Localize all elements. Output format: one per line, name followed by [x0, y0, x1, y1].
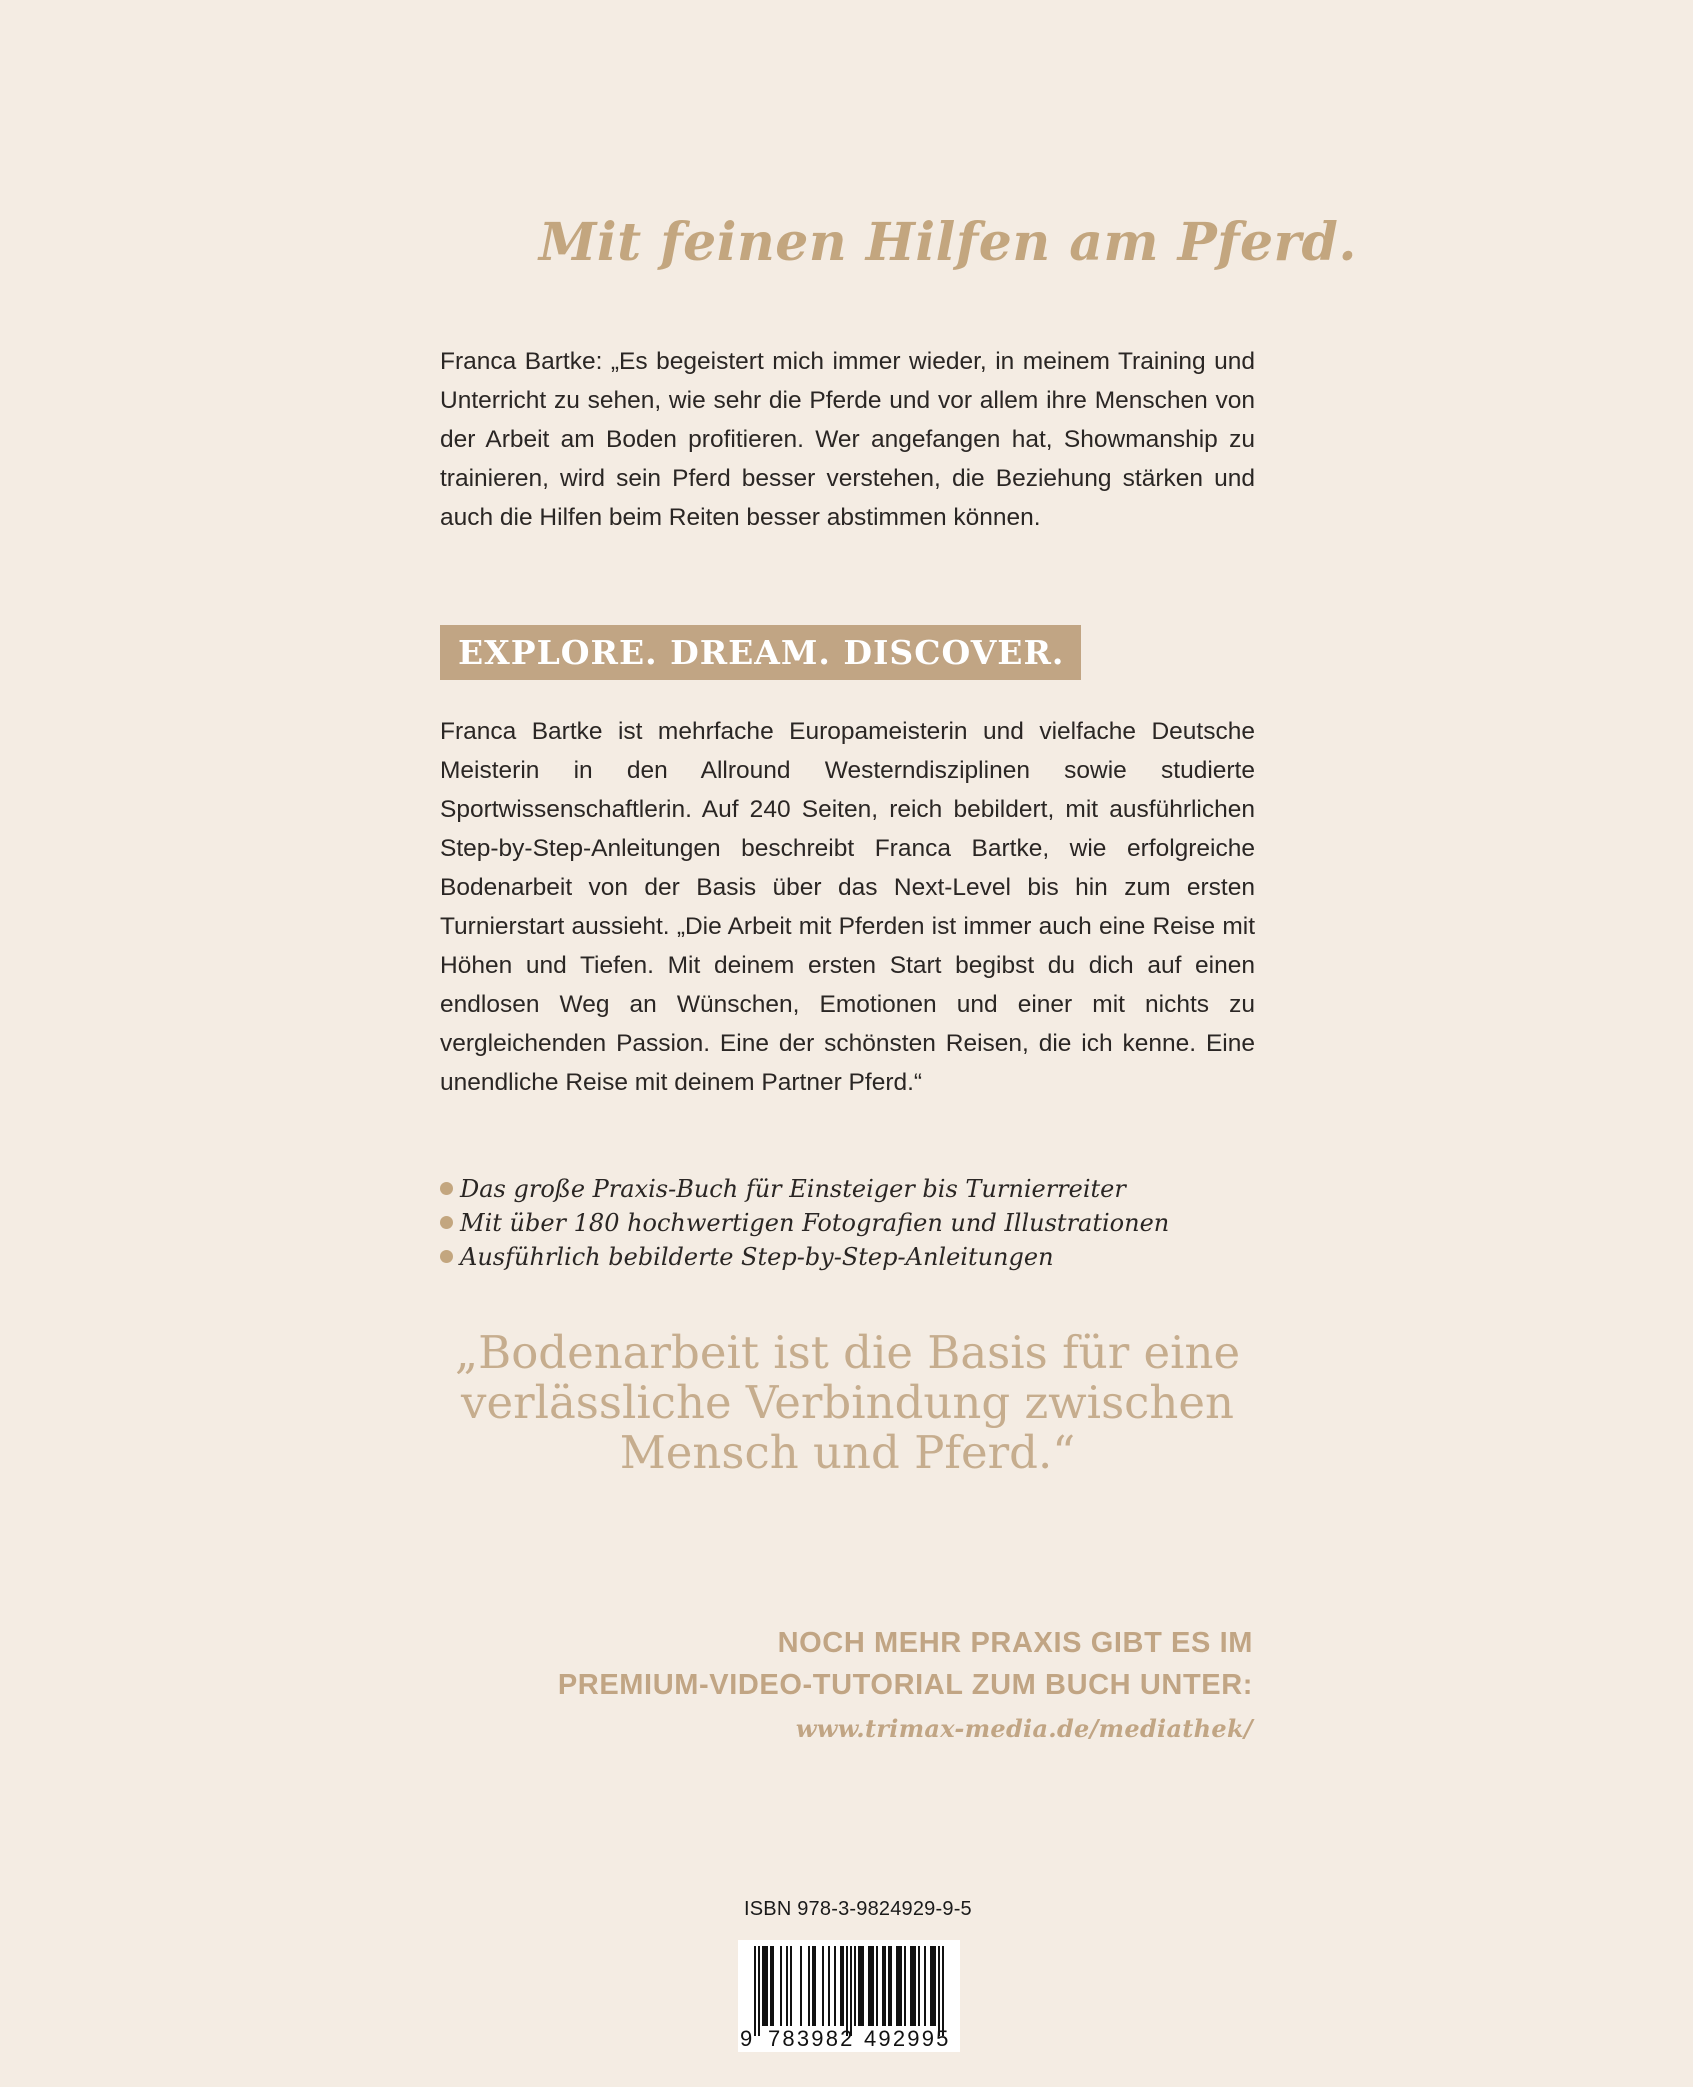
isbn-label: ISBN 978-3-9824929-9-5	[744, 1898, 972, 1920]
barcode-bar	[754, 1946, 756, 2036]
barcode-bar	[858, 1946, 860, 2026]
barcode-bar	[762, 1946, 764, 2026]
barcode-bar	[918, 1946, 920, 2026]
bullet-dot-icon	[440, 1250, 453, 1263]
barcode-bar	[910, 1946, 912, 2026]
barcode-bar	[822, 1946, 824, 2026]
feature-item-text: Mit über 180 hochwertigen Fotografien und Illustrationen	[460, 1209, 1170, 1237]
video-tutorial-callout	[558, 1622, 1253, 1750]
barcode-bar	[876, 1946, 878, 2026]
barcode-left-digits: 783982	[768, 2026, 855, 2051]
barcode-bar	[884, 1946, 886, 2026]
barcode-bar	[860, 1946, 862, 2026]
barcode-bar	[770, 1946, 772, 2026]
barcode-bar	[868, 1946, 870, 2026]
barcode-bar	[812, 1946, 814, 2026]
bullet-dot-icon	[440, 1216, 453, 1229]
barcode-bar	[882, 1946, 884, 2026]
barcode-bar	[932, 1946, 934, 2026]
barcode-bar	[854, 1946, 856, 2026]
barcode-bar	[896, 1946, 898, 2026]
bullet-dot-icon	[440, 1182, 453, 1195]
barcode-bar	[814, 1946, 816, 2026]
intro-quote-paragraph: Franca Bartke: „Es begeistert mich immer wieder, in meinem Training und Unterricht zu sehen, wie sehr die Pferde und vor allem ihre Menschen von der Arbeit am Boden profitieren. Wer angefangen hat, Showmanship zu trainieren, wird sein Pferd besser verstehen, die Beziehung stärken und auch die Hilfen beim Reiten besser abstimmen können.	[440, 348, 1255, 531]
barcode-bar	[758, 1946, 760, 2036]
barcode-right-digits: 492995	[864, 2026, 951, 2051]
barcode-bar	[828, 1946, 830, 2026]
author-description-paragraph: Franca Bartke ist mehrfache Europameisterin und vielfache Deutsche Meisterin in den Allround Westerndisziplinen sowie studierte Sportwissenschaftlerin. Auf 240 Seiten, reich bebildert, mit ausführlichen Step-by-Step-Anleitungen beschreibt Franca Bartke, wie erfolgreiche Bodenarbeit von der Basis über das Next-Level bis hin zum ersten Turnierstart aussieht. „Die Arbeit mit Pferden ist immer auch eine Reise mit Höhen und Tiefen. Mit deinem ersten Start begibst du dich auf einen endlosen Weg an Wünschen, Emotionen und einer mit nichts zu vergleichenden Passion. Eine der schönsten Reisen, die ich kenne. Eine unendliche Reise mit deinem Partner Pferd.“	[440, 718, 1255, 1096]
mediathek-link[interactable]: www.trimax-media.de/mediathek/	[795, 1714, 1253, 1743]
barcode-bar	[800, 1946, 802, 2026]
barcode-bar	[786, 1946, 788, 2026]
barcode-bar	[914, 1946, 916, 2026]
barcode-bar	[808, 1946, 810, 2026]
barcode-bar	[842, 1946, 844, 2026]
barcode-digits	[738, 2026, 960, 2052]
barcode-bar	[834, 1946, 836, 2026]
barcode-bar	[772, 1946, 774, 2026]
barcode-bar	[898, 1946, 900, 2026]
barcode-bar	[938, 1946, 940, 2036]
callout-line-1: NOCH MEHR PRAXIS GIBT ES IM	[777, 1627, 1253, 1659]
barcode-bar	[872, 1946, 874, 2026]
feature-item-text: Das große Praxis-Buch für Einsteiger bis Turnierreiter	[460, 1175, 1126, 1203]
barcode-bar	[890, 1946, 892, 2026]
pull-quote: „Bodenarbeit ist die Basis für eine verlässliche Verbindung zwischen Mensch und Pferd.“	[454, 1326, 1241, 1479]
tagline: Mit feinen Hilfen am Pferd.	[538, 212, 1357, 273]
barcode-bar	[934, 1946, 936, 2026]
banner-slogan: EXPLORE. DREAM. DISCOVER.	[440, 625, 1081, 680]
callout-line-2: PREMIUM-VIDEO-TUTORIAL ZUM BUCH UNTER:	[557, 1669, 1253, 1701]
barcode-bar	[942, 1946, 944, 2036]
barcode-bar	[888, 1946, 890, 2026]
barcode-bar	[912, 1946, 914, 2026]
barcode-bar	[780, 1946, 782, 2026]
barcode-bar	[790, 1946, 792, 2026]
barcode-bar	[840, 1946, 842, 2026]
barcode	[738, 1940, 960, 2052]
feature-item	[440, 1172, 1169, 1206]
barcode-first-digit: 9	[740, 2026, 753, 2051]
barcode-bar	[900, 1946, 902, 2026]
feature-item	[440, 1206, 1169, 1240]
barcode-bar	[846, 1946, 848, 2036]
barcode-bar	[924, 1946, 926, 2026]
barcode-bar	[862, 1946, 864, 2026]
barcode-bar	[766, 1946, 768, 2026]
barcode-bar	[850, 1946, 852, 2036]
barcode-bar	[764, 1946, 766, 2026]
feature-item	[440, 1240, 1169, 1274]
barcode-bar	[870, 1946, 872, 2026]
feature-list	[440, 1172, 1169, 1274]
feature-item-text: Ausführlich bebilderte Step-by-Step-Anleitungen	[460, 1243, 1054, 1271]
barcode-bar	[930, 1946, 932, 2026]
barcode-bar	[904, 1946, 906, 2026]
